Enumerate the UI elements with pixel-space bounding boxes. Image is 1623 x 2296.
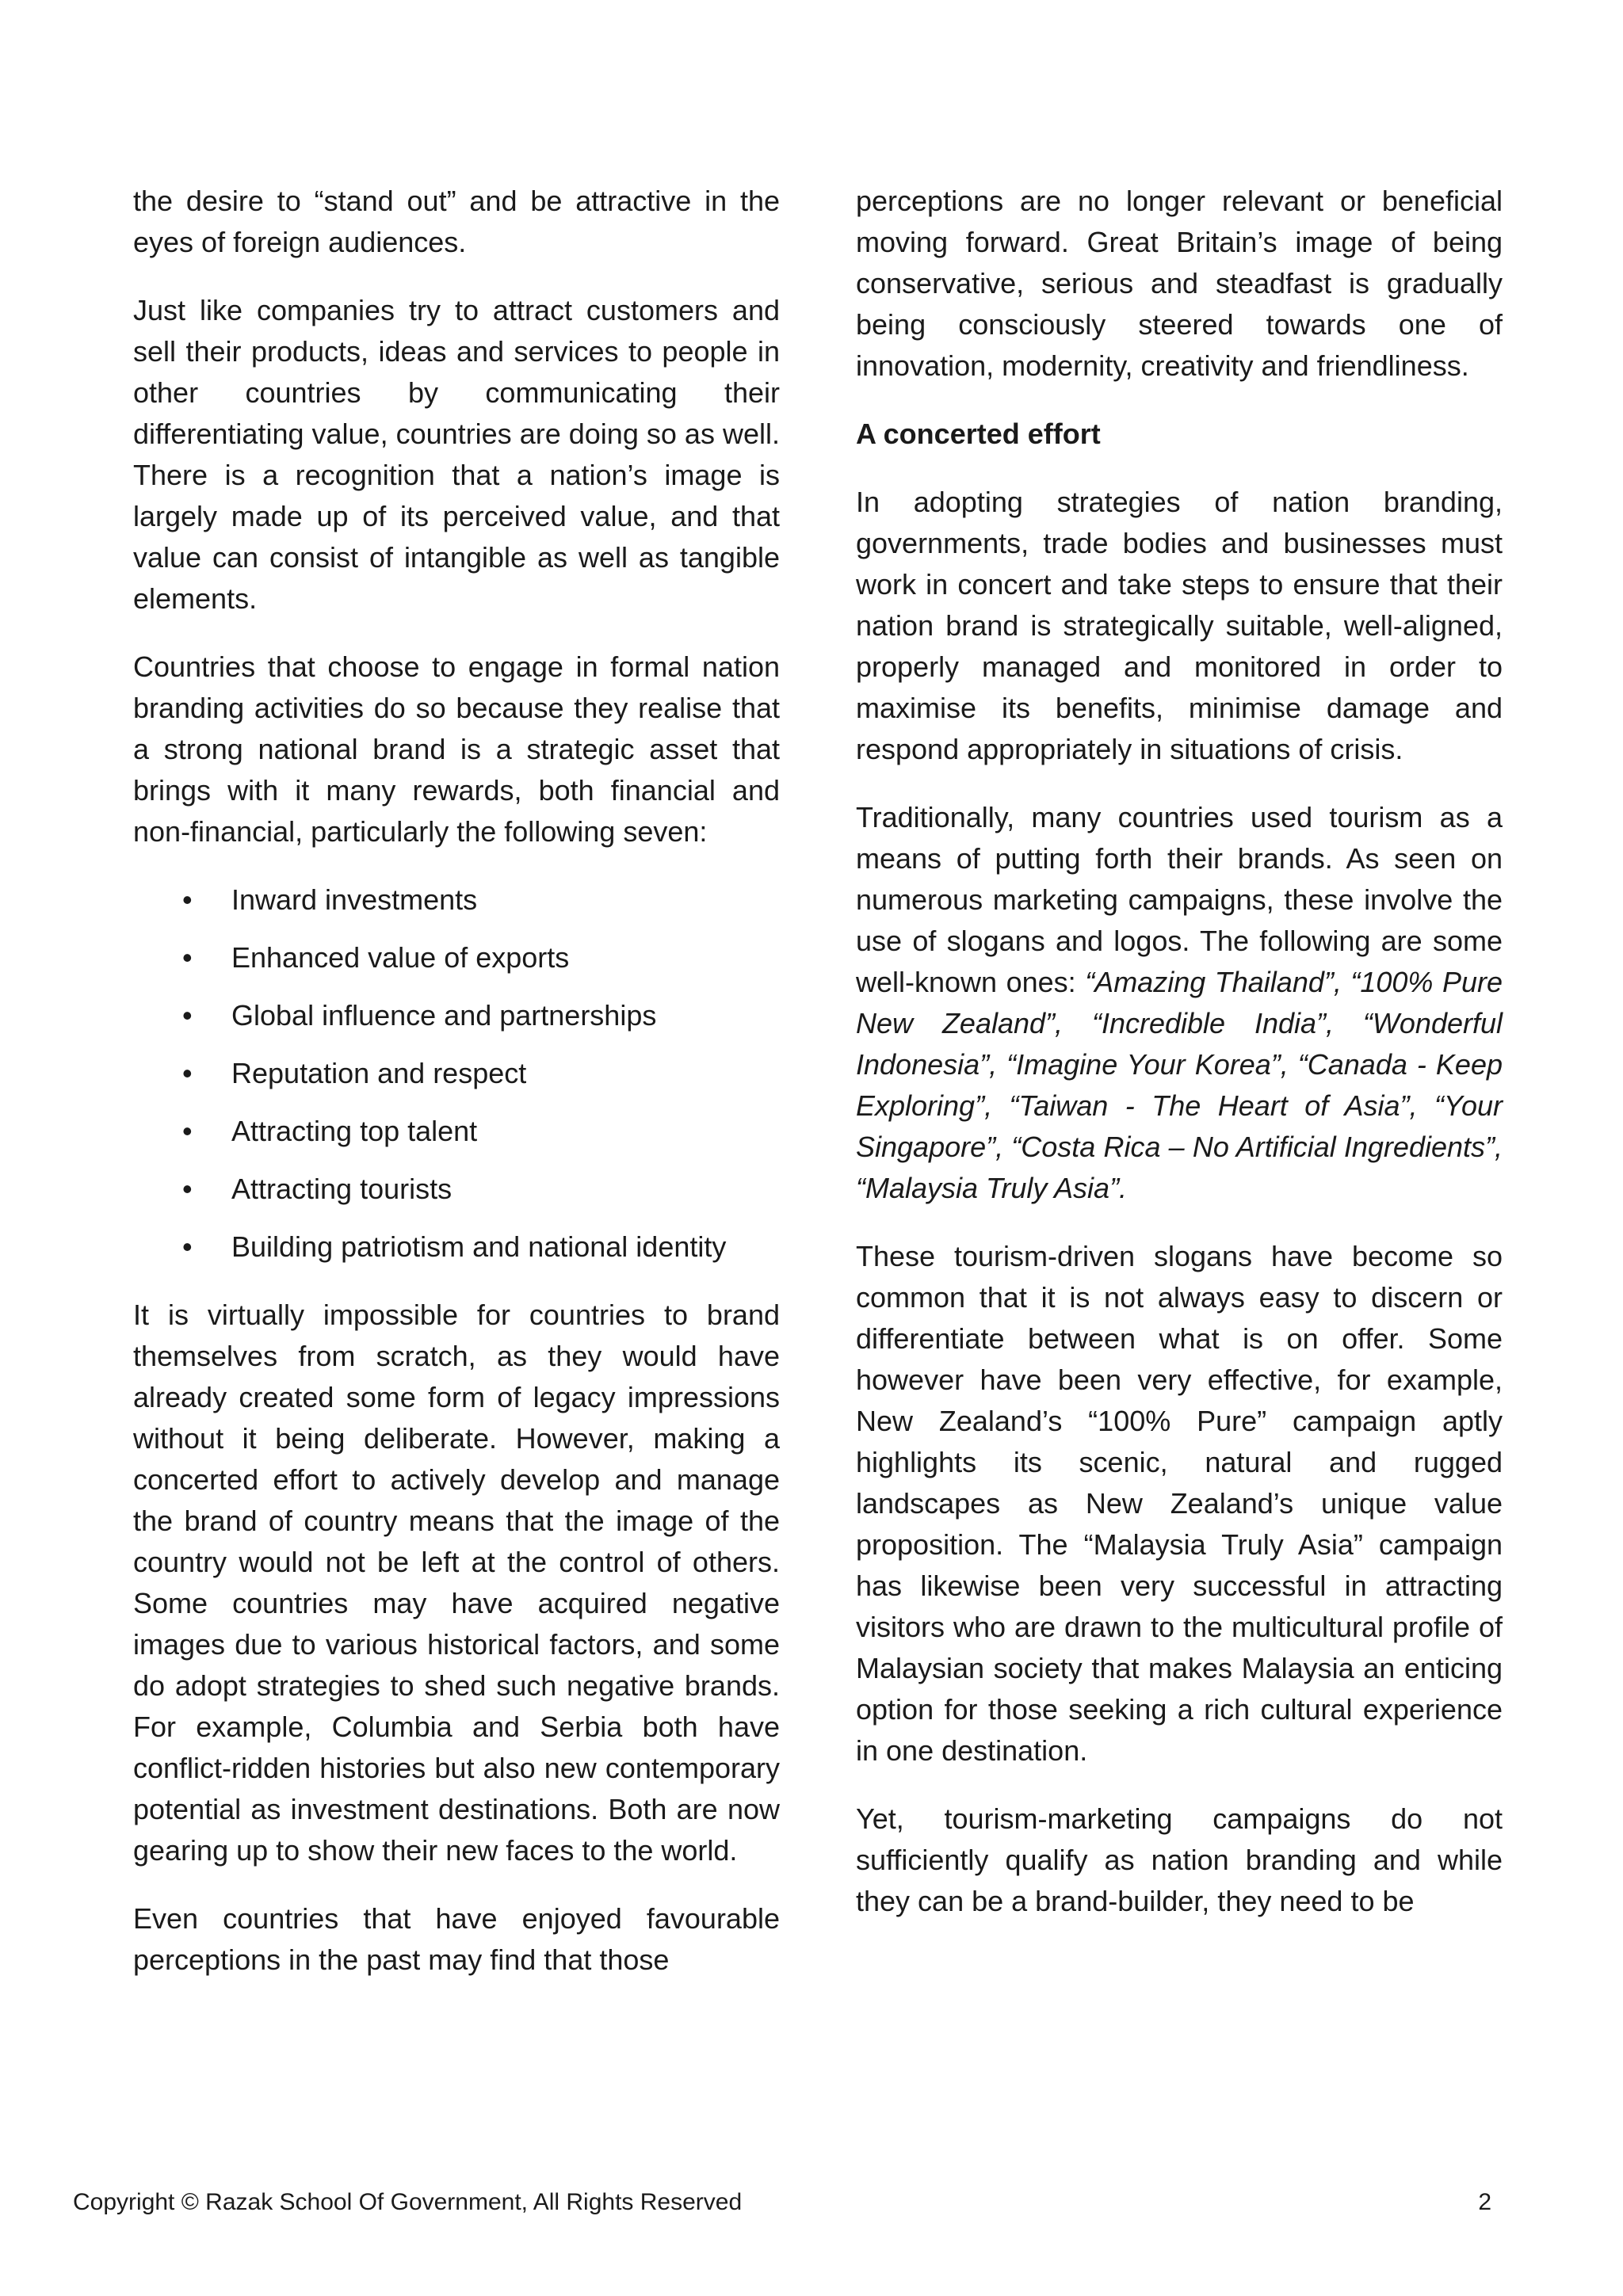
bullet-icon: • — [182, 883, 193, 916]
list-item — [133, 1111, 780, 1152]
list-item — [133, 937, 780, 978]
list-item-text: Inward investments — [231, 883, 478, 916]
paragraph: Even countries that have enjoyed favourable perceptions in the past may find that those — [133, 1902, 780, 1976]
list-item — [133, 1053, 780, 1094]
paragraph: perceptions are no longer relevant or beneficial moving forward. Great Britain’s image of being conservative, serious and steadfast is gradually being consciously steered towards one of innovation, modernity, creativity and friendliness. — [856, 185, 1503, 382]
list-item — [133, 1226, 780, 1268]
paragraph: the desire to “stand out” and be attractive in the eyes of foreign audiences. — [133, 185, 780, 258]
bullet-list — [133, 879, 780, 1268]
right-column — [856, 181, 1503, 1949]
bullet-icon: • — [182, 941, 193, 974]
bullet-icon: • — [182, 999, 193, 1032]
list-item-text: Global influence and partnerships — [231, 999, 657, 1032]
paragraph: These tourism-driven slogans have become so common that it is not always easy to discern or differentiate between what is on offer. Some however have been very effective, for example, New Zealand’s “100% Pure” campaign aptly highlights its scenic, natural and rugged landscapes as New Zealand’s unique value proposition. The “Malaysia Truly Asia” campaign has likewise been very successful in attracting visitors who are drawn to the multicultural profile of Malaysian society that makes Malaysia an enticing option for those seeking a rich cultural experience in one destination. — [856, 1240, 1503, 1767]
slogans-text: “Amazing Thailand”, “100% Pure New Zealand”, “Incredible India”, “Wonderful Indonesia”, “Imagine Your Korea”, “Canada - Keep Exploring”, “Taiwan - The Heart of Asia”, “Your Singapore”, “Costa Rica – No Artificial Ingredients”, “Malaysia Truly Asia”. — [856, 966, 1503, 1204]
list-item-text: Reputation and respect — [231, 1057, 527, 1089]
bullet-icon: • — [182, 1230, 193, 1263]
list-item-text: Attracting tourists — [231, 1173, 453, 1205]
paragraph-text: Traditionally, many countries used tourism as a means of putting forth their brands. As seen on numerous marketing campaigns, these involve the use of slogans and logos. The following are some well-known ones: — [856, 801, 1503, 998]
copyright-notice: Copyright © Razak School Of Government, All Rights Reserved — [73, 2189, 743, 2215]
page-number: 2 — [1478, 2189, 1491, 2215]
section-heading: A concerted effort — [856, 418, 1101, 450]
paragraph: Yet, tourism-marketing campaigns do not sufficiently qualify as nation branding and while they can be a brand-builder, they need to be — [856, 1802, 1503, 1917]
list-item-text: Enhanced value of exports — [231, 941, 570, 974]
paragraph — [856, 797, 1503, 1209]
list-item-text: Attracting top talent — [231, 1115, 478, 1147]
bullet-icon: • — [182, 1115, 193, 1147]
list-item — [133, 1169, 780, 1210]
bullet-icon: • — [182, 1057, 193, 1089]
list-item — [133, 995, 780, 1036]
paragraph: Countries that choose to engage in formal nation branding activities do so because they realise that a strong national brand is a strategic asset that brings with it many rewards, both financial and non-financial, particularly the following seven: — [133, 650, 780, 848]
list-item — [133, 879, 780, 921]
paragraph: In adopting strategies of nation branding, governments, trade bodies and businesses must work in concert and take steps to ensure that their nation brand is strategically suitable, well-aligned, properly managed and monitored in order to maximise its benefits, minimise damage and respond appropriately in situations of crisis. — [856, 486, 1503, 765]
paragraph: It is virtually impossible for countries to brand themselves from scratch, as they would have already created some form of legacy impressions without it being deliberate. However, making a concerted effort to actively develop and manage the brand of country means that the image of the country would not be left at the control of others. Some countries may have acquired negative images due to various historical factors, and some do adopt strategies to shed such negative brands. For example, Columbia and Serbia both have conflict-ridden histories but also new contemporary potential as investment destinations. Both are now gearing up to show their new faces to the world. — [133, 1299, 780, 1867]
bullet-icon: • — [182, 1173, 193, 1205]
list-item-text: Building patriotism and national identity — [231, 1230, 727, 1263]
paragraph: Just like companies try to attract customers and sell their products, ideas and services to people in other countries by communicating their differentiating value, countries are doing so as well. There is a recognition that a nation’s image is largely made up of its perceived value, and that value can consist of intangible as well as tangible elements. — [133, 294, 780, 615]
left-column — [133, 181, 780, 2008]
